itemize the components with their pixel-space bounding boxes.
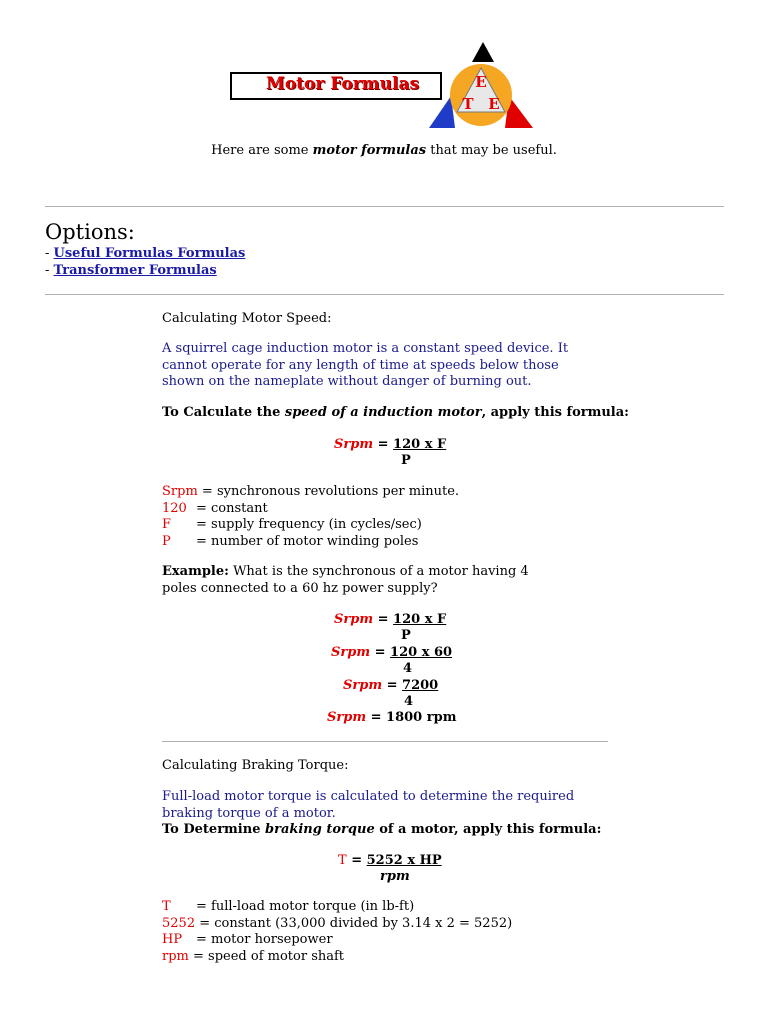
logo-letter-left: T <box>462 95 474 113</box>
step-numerator: 7200 <box>402 678 439 693</box>
speed-heading: Calculating Motor Speed: <box>162 311 332 326</box>
example-label: Example: <box>162 564 229 579</box>
options-link-row-1 <box>45 246 245 261</box>
step-3-denominator: 4 <box>404 694 414 709</box>
def-text: = full-load motor torque (in lb-ft) <box>196 899 415 914</box>
formula-eq: = <box>373 437 394 452</box>
torque-heading: Calculating Braking Torque: <box>162 758 349 773</box>
intro-text <box>0 143 768 158</box>
formula-lhs: Srpm <box>334 437 374 452</box>
step-lhs: Srpm <box>343 678 383 693</box>
def-symbol: F <box>162 517 172 532</box>
step-4 <box>327 710 456 726</box>
torque-description <box>162 789 602 822</box>
divider-section <box>162 741 608 742</box>
logo-letter-right: E <box>488 95 500 113</box>
step-eq: = <box>370 645 391 660</box>
step-eq: = <box>366 710 387 725</box>
definition-row <box>162 949 512 966</box>
step-1-denominator: P <box>401 628 411 643</box>
intro-prefix: Here are some <box>211 143 313 158</box>
step-3 <box>343 678 438 694</box>
useful-formulas-link[interactable]: Useful Formulas Formulas <box>53 246 246 261</box>
step-lhs: Srpm <box>327 710 367 725</box>
page-title: Motor Formulas <box>266 74 420 94</box>
formula-numerator: 5252 x HP <box>366 853 442 868</box>
definition-row <box>162 916 512 933</box>
options-link-bullet: - <box>45 246 54 261</box>
speed-definitions <box>162 484 459 550</box>
formula-lhs: T <box>338 853 347 868</box>
apply-emph: braking torque <box>265 822 375 837</box>
speed-formula-denominator: P <box>401 453 411 468</box>
step-2 <box>331 645 452 661</box>
def-text: = number of motor winding poles <box>196 533 419 549</box>
definition-row <box>162 484 459 501</box>
example-text <box>162 564 562 597</box>
definition-row <box>162 517 459 534</box>
def-text: = synchronous revolutions per minute. <box>197 484 460 499</box>
intro-emphasis: motor formulas <box>312 143 427 158</box>
step-result: 1800 rpm <box>386 710 457 725</box>
speed-desc-text: A squirrel cage induction motor is a constant speed device. It cannot operate for any length of time at speeds below those shown on the nameplate without danger of burning out. <box>162 341 569 389</box>
def-symbol: 120 <box>162 500 187 516</box>
divider-top <box>45 206 724 207</box>
torque-formula-denominator: rpm <box>380 869 410 884</box>
intro-suffix: that may be useful. <box>426 143 557 158</box>
formula-eq: = <box>346 853 367 868</box>
definition-row <box>162 899 512 916</box>
options-heading: Options: <box>45 220 135 244</box>
def-symbol: P <box>162 533 171 549</box>
options-link-row-2 <box>45 263 217 278</box>
apply-suffix: , apply this formula: <box>481 405 629 420</box>
def-text: = supply frequency (in cycles/sec) <box>196 517 422 532</box>
torque-apply-line <box>162 822 602 839</box>
speed-formula <box>334 437 446 453</box>
def-text: = constant <box>196 500 268 516</box>
divider-options <box>45 294 724 295</box>
step-1 <box>334 612 446 628</box>
transformer-formulas-link[interactable]: Transformer Formulas <box>53 263 217 278</box>
apply-prefix: To Determine <box>162 822 265 837</box>
logo-letter-top: E <box>475 73 487 91</box>
step-numerator: 120 x F <box>393 612 447 627</box>
def-text: = motor horsepower <box>196 932 333 947</box>
definition-row <box>162 932 512 949</box>
def-text: = constant (33,000 divided by 3.14 x 2 = 5252) <box>199 915 513 931</box>
step-2-denominator: 4 <box>403 661 413 676</box>
step-lhs: Srpm <box>331 645 371 660</box>
example-question: What is the synchronous of a motor having 4 poles connected to a 60 hz power supply? <box>162 564 529 596</box>
step-numerator: 120 x 60 <box>390 645 453 660</box>
torque-desc-text: Full-load motor torque is calculated to determine the required braking torque of a motor. <box>162 789 575 821</box>
step-eq: = <box>382 678 403 693</box>
definition-row <box>162 534 459 551</box>
apply-emph: speed of a induction motor <box>284 405 482 420</box>
torque-definitions <box>162 899 512 965</box>
definition-row <box>162 501 459 518</box>
options-link-bullet: - <box>45 263 54 278</box>
speed-apply-line <box>162 405 632 422</box>
def-symbol: 5252 <box>162 915 196 931</box>
header-banner <box>230 40 540 132</box>
def-symbol: rpm <box>162 948 189 964</box>
torque-formula <box>338 853 442 869</box>
ete-logo-icon <box>425 40 540 132</box>
def-symbol: T <box>162 899 171 914</box>
apply-prefix: To Calculate the <box>162 405 285 420</box>
def-symbol: Srpm <box>162 484 198 499</box>
apply-suffix: of a motor, apply this formula: <box>374 822 602 837</box>
speed-description <box>162 341 602 391</box>
formula-numerator: 120 x F <box>393 437 447 452</box>
step-lhs: Srpm <box>334 612 374 627</box>
step-eq: = <box>373 612 394 627</box>
def-symbol: HP <box>162 932 183 947</box>
def-text: = speed of motor shaft <box>193 948 345 964</box>
